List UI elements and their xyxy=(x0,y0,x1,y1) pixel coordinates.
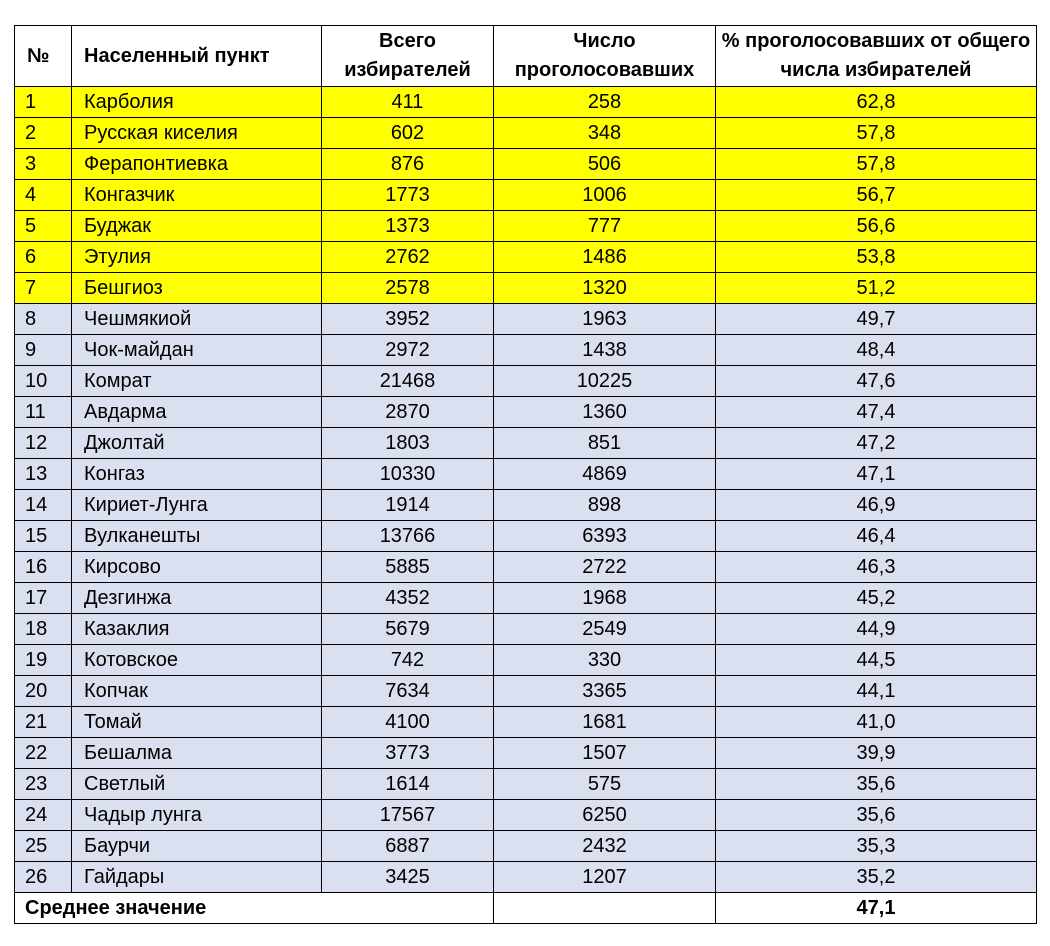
turnout-table xyxy=(14,25,1037,924)
cell-total-voters: 6887 xyxy=(322,831,494,862)
cell-num: 23 xyxy=(15,769,72,800)
cell-turnout-pct: 47,4 xyxy=(716,397,1037,428)
cell-settlement: Котовское xyxy=(72,645,322,676)
cell-total-voters: 2870 xyxy=(322,397,494,428)
cell-num: 7 xyxy=(15,273,72,304)
cell-voted: 851 xyxy=(494,428,716,459)
cell-turnout-pct: 39,9 xyxy=(716,738,1037,769)
cell-voted: 2722 xyxy=(494,552,716,583)
cell-num: 1 xyxy=(15,87,72,118)
cell-voted: 1486 xyxy=(494,242,716,273)
cell-total-voters: 742 xyxy=(322,645,494,676)
cell-settlement: Этулия xyxy=(72,242,322,273)
cell-num: 12 xyxy=(15,428,72,459)
footer-label: Среднее значение xyxy=(15,893,494,924)
table-row xyxy=(15,583,1037,614)
cell-total-voters: 5885 xyxy=(322,552,494,583)
table-row xyxy=(15,304,1037,335)
cell-num: 17 xyxy=(15,583,72,614)
cell-num: 25 xyxy=(15,831,72,862)
cell-num: 13 xyxy=(15,459,72,490)
table-row xyxy=(15,211,1037,242)
cell-voted: 575 xyxy=(494,769,716,800)
cell-voted: 1006 xyxy=(494,180,716,211)
cell-voted: 2549 xyxy=(494,614,716,645)
table-row xyxy=(15,800,1037,831)
table-row xyxy=(15,87,1037,118)
cell-total-voters: 1803 xyxy=(322,428,494,459)
table-row xyxy=(15,738,1037,769)
cell-num: 21 xyxy=(15,707,72,738)
table-row xyxy=(15,335,1037,366)
table-row xyxy=(15,614,1037,645)
cell-num: 10 xyxy=(15,366,72,397)
cell-total-voters: 3773 xyxy=(322,738,494,769)
cell-settlement: Чок-майдан xyxy=(72,335,322,366)
cell-total-voters: 2972 xyxy=(322,335,494,366)
cell-settlement: Чешмякиой xyxy=(72,304,322,335)
cell-settlement: Томай xyxy=(72,707,322,738)
cell-voted: 506 xyxy=(494,149,716,180)
cell-total-voters: 10330 xyxy=(322,459,494,490)
cell-turnout-pct: 35,2 xyxy=(716,862,1037,893)
cell-settlement: Гайдары xyxy=(72,862,322,893)
cell-total-voters: 4100 xyxy=(322,707,494,738)
header-pct: % проголосовавших от общего числа избирателей xyxy=(716,26,1037,87)
footer-row xyxy=(15,893,1037,924)
table-row xyxy=(15,366,1037,397)
cell-num: 9 xyxy=(15,335,72,366)
cell-total-voters: 2578 xyxy=(322,273,494,304)
cell-turnout-pct: 48,4 xyxy=(716,335,1037,366)
cell-turnout-pct: 35,6 xyxy=(716,800,1037,831)
cell-voted: 1207 xyxy=(494,862,716,893)
cell-num: 18 xyxy=(15,614,72,645)
cell-turnout-pct: 35,3 xyxy=(716,831,1037,862)
cell-num: 6 xyxy=(15,242,72,273)
cell-settlement: Казаклия xyxy=(72,614,322,645)
table-row xyxy=(15,118,1037,149)
cell-settlement: Авдарма xyxy=(72,397,322,428)
table-body xyxy=(15,87,1037,893)
cell-num: 8 xyxy=(15,304,72,335)
footer-empty-cell xyxy=(494,893,716,924)
cell-turnout-pct: 46,3 xyxy=(716,552,1037,583)
cell-voted: 898 xyxy=(494,490,716,521)
cell-voted: 1360 xyxy=(494,397,716,428)
cell-turnout-pct: 62,8 xyxy=(716,87,1037,118)
cell-settlement: Конгазчик xyxy=(72,180,322,211)
cell-settlement: Копчак xyxy=(72,676,322,707)
table-row xyxy=(15,149,1037,180)
cell-turnout-pct: 44,9 xyxy=(716,614,1037,645)
cell-num: 22 xyxy=(15,738,72,769)
cell-turnout-pct: 47,6 xyxy=(716,366,1037,397)
cell-num: 16 xyxy=(15,552,72,583)
footer-average-value: 47,1 xyxy=(716,893,1037,924)
cell-voted: 6250 xyxy=(494,800,716,831)
cell-num: 11 xyxy=(15,397,72,428)
header-voted: Число проголосовавших xyxy=(494,26,716,87)
cell-total-voters: 1373 xyxy=(322,211,494,242)
cell-settlement: Баурчи xyxy=(72,831,322,862)
cell-turnout-pct: 47,1 xyxy=(716,459,1037,490)
cell-total-voters: 4352 xyxy=(322,583,494,614)
cell-total-voters: 1914 xyxy=(322,490,494,521)
cell-turnout-pct: 41,0 xyxy=(716,707,1037,738)
cell-turnout-pct: 56,6 xyxy=(716,211,1037,242)
cell-settlement: Светлый xyxy=(72,769,322,800)
header-name: Населенный пункт xyxy=(72,26,322,87)
cell-num: 15 xyxy=(15,521,72,552)
table-row xyxy=(15,769,1037,800)
cell-num: 5 xyxy=(15,211,72,242)
cell-total-voters: 876 xyxy=(322,149,494,180)
table-row xyxy=(15,676,1037,707)
cell-num: 26 xyxy=(15,862,72,893)
table-row xyxy=(15,459,1037,490)
cell-total-voters: 5679 xyxy=(322,614,494,645)
cell-turnout-pct: 49,7 xyxy=(716,304,1037,335)
cell-turnout-pct: 51,2 xyxy=(716,273,1037,304)
cell-turnout-pct: 44,1 xyxy=(716,676,1037,707)
cell-turnout-pct: 56,7 xyxy=(716,180,1037,211)
cell-settlement: Карболия xyxy=(72,87,322,118)
cell-total-voters: 602 xyxy=(322,118,494,149)
cell-turnout-pct: 45,2 xyxy=(716,583,1037,614)
table-row xyxy=(15,397,1037,428)
cell-total-voters: 7634 xyxy=(322,676,494,707)
cell-num: 24 xyxy=(15,800,72,831)
cell-voted: 4869 xyxy=(494,459,716,490)
table-row xyxy=(15,490,1037,521)
table-row xyxy=(15,273,1037,304)
cell-turnout-pct: 53,8 xyxy=(716,242,1037,273)
cell-voted: 1438 xyxy=(494,335,716,366)
cell-voted: 6393 xyxy=(494,521,716,552)
cell-voted: 1507 xyxy=(494,738,716,769)
cell-total-voters: 3425 xyxy=(322,862,494,893)
cell-num: 3 xyxy=(15,149,72,180)
cell-voted: 3365 xyxy=(494,676,716,707)
cell-turnout-pct: 46,4 xyxy=(716,521,1037,552)
cell-num: 4 xyxy=(15,180,72,211)
cell-settlement: Кирсово xyxy=(72,552,322,583)
table-row xyxy=(15,428,1037,459)
header-total: Всего избирателей xyxy=(322,26,494,87)
header-row xyxy=(15,26,1037,87)
table-row xyxy=(15,645,1037,676)
cell-num: 19 xyxy=(15,645,72,676)
table-row xyxy=(15,521,1037,552)
cell-voted: 777 xyxy=(494,211,716,242)
cell-voted: 10225 xyxy=(494,366,716,397)
table-row xyxy=(15,242,1037,273)
table-row xyxy=(15,862,1037,893)
cell-settlement: Бешалма xyxy=(72,738,322,769)
cell-num: 2 xyxy=(15,118,72,149)
cell-settlement: Чадыр лунга xyxy=(72,800,322,831)
cell-total-voters: 1773 xyxy=(322,180,494,211)
cell-total-voters: 13766 xyxy=(322,521,494,552)
cell-settlement: Бешгиоз xyxy=(72,273,322,304)
cell-settlement: Дезгинжа xyxy=(72,583,322,614)
cell-turnout-pct: 44,5 xyxy=(716,645,1037,676)
cell-settlement: Ферапонтиевка xyxy=(72,149,322,180)
cell-voted: 2432 xyxy=(494,831,716,862)
cell-settlement: Буджак xyxy=(72,211,322,242)
cell-voted: 258 xyxy=(494,87,716,118)
cell-total-voters: 1614 xyxy=(322,769,494,800)
cell-num: 14 xyxy=(15,490,72,521)
cell-voted: 348 xyxy=(494,118,716,149)
cell-num: 20 xyxy=(15,676,72,707)
table-row xyxy=(15,831,1037,862)
cell-settlement: Русская киселия xyxy=(72,118,322,149)
cell-total-voters: 17567 xyxy=(322,800,494,831)
cell-voted: 1963 xyxy=(494,304,716,335)
cell-total-voters: 21468 xyxy=(322,366,494,397)
cell-settlement: Конгаз xyxy=(72,459,322,490)
cell-settlement: Вулканешты xyxy=(72,521,322,552)
cell-total-voters: 3952 xyxy=(322,304,494,335)
cell-total-voters: 411 xyxy=(322,87,494,118)
cell-turnout-pct: 47,2 xyxy=(716,428,1037,459)
cell-voted: 330 xyxy=(494,645,716,676)
table-row xyxy=(15,180,1037,211)
cell-voted: 1968 xyxy=(494,583,716,614)
cell-total-voters: 2762 xyxy=(322,242,494,273)
cell-turnout-pct: 35,6 xyxy=(716,769,1037,800)
table-row xyxy=(15,707,1037,738)
cell-settlement: Кириет-Лунга xyxy=(72,490,322,521)
table-row xyxy=(15,552,1037,583)
cell-settlement: Комрат xyxy=(72,366,322,397)
cell-turnout-pct: 57,8 xyxy=(716,149,1037,180)
cell-turnout-pct: 46,9 xyxy=(716,490,1037,521)
cell-voted: 1320 xyxy=(494,273,716,304)
cell-settlement: Джолтай xyxy=(72,428,322,459)
cell-turnout-pct: 57,8 xyxy=(716,118,1037,149)
header-num: № xyxy=(15,26,72,87)
cell-voted: 1681 xyxy=(494,707,716,738)
